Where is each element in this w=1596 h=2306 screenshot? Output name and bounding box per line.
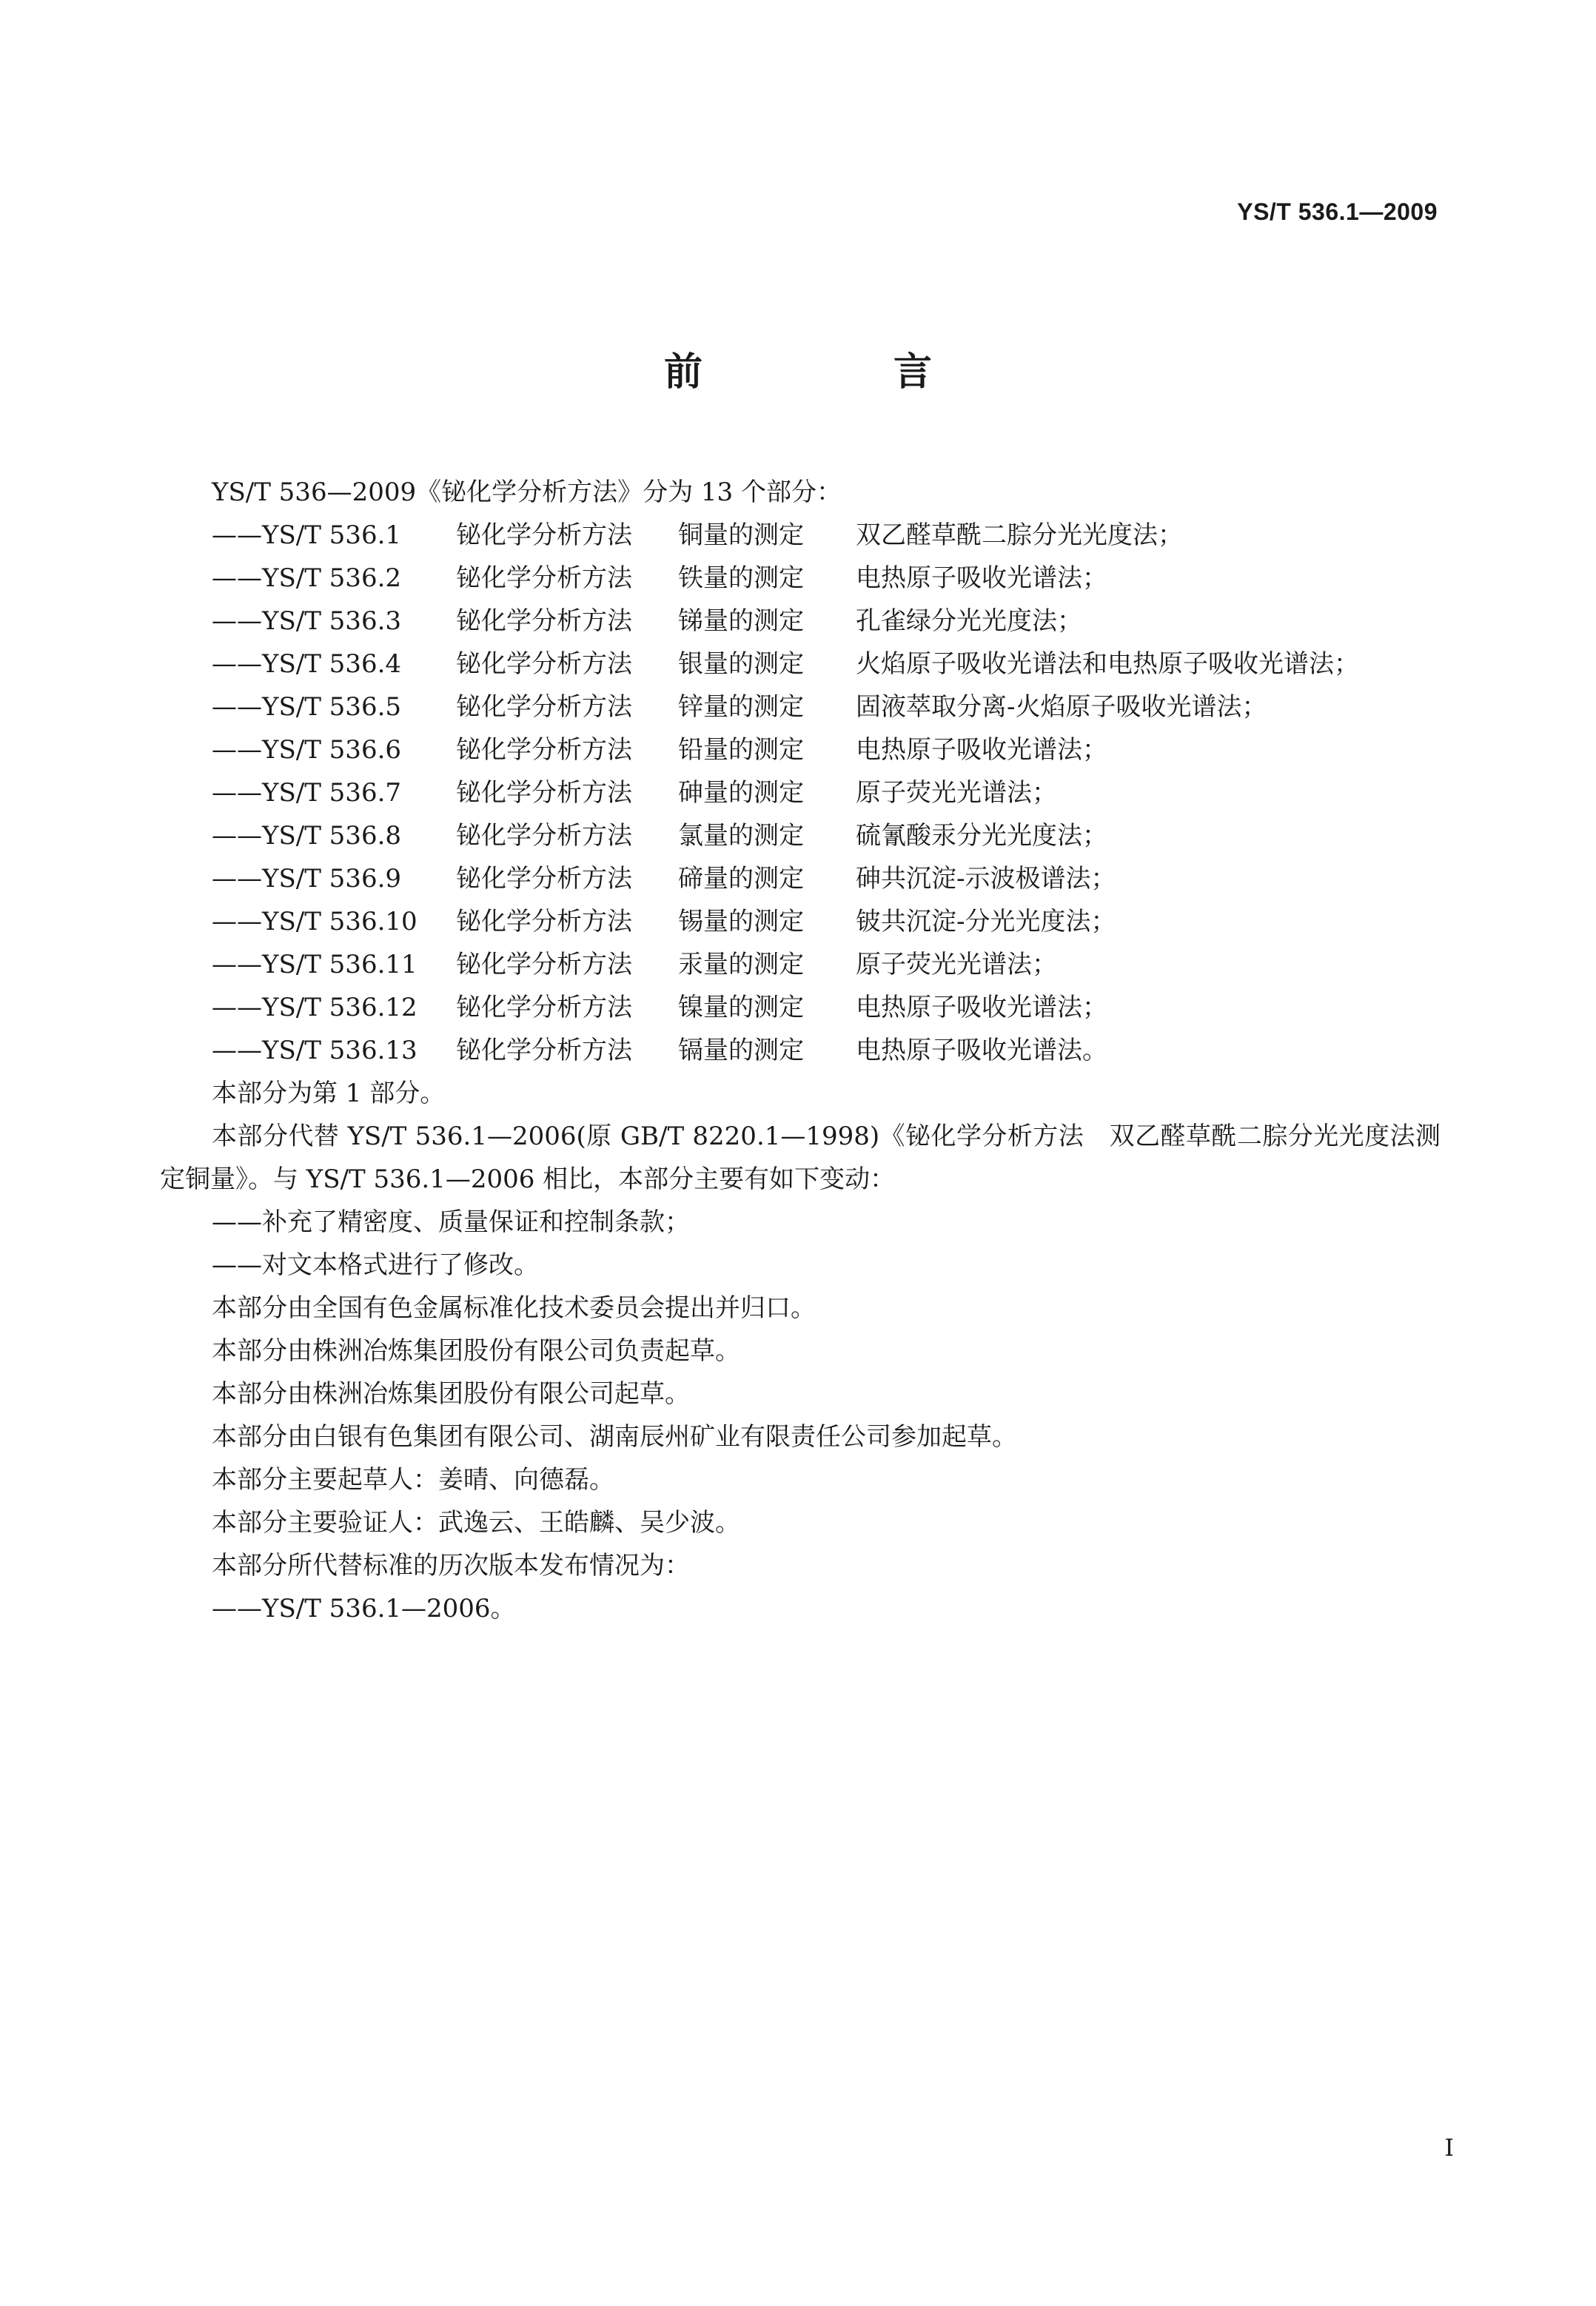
part-determination: 镉量的测定 — [678, 1036, 804, 1065]
list-item — [160, 943, 1441, 986]
part-determination: 碲量的测定 — [678, 864, 804, 894]
change-item: ——对文本格式进行了修改。 — [212, 1250, 539, 1280]
part-method: 铍共沉淀-分光光度法； — [856, 907, 1116, 936]
list-item — [160, 686, 1441, 728]
part-method: 固液萃取分离-火焰原子吸收光谱法； — [856, 692, 1267, 722]
part-determination: 镍量的测定 — [678, 993, 804, 1022]
part-name: 铋化学分析方法 — [456, 907, 632, 936]
part-code: ——YS/T 536.7 — [212, 778, 402, 808]
part-name: 铋化学分析方法 — [456, 563, 632, 593]
statement-line: 本部分由株洲冶炼集团股份有限公司负责起草。 — [212, 1336, 740, 1366]
part-name: 铋化学分析方法 — [456, 950, 632, 979]
statement-line: 本部分由株洲冶炼集团股份有限公司起草。 — [212, 1379, 690, 1409]
part-method: 硫氰酸汞分光光度法； — [856, 821, 1107, 851]
part-method: 电热原子吸收光谱法。 — [856, 1036, 1107, 1065]
part-name: 铋化学分析方法 — [456, 735, 632, 765]
part-name: 铋化学分析方法 — [456, 821, 632, 851]
change-item: ——补充了精密度、质量保证和控制条款； — [212, 1207, 690, 1237]
part-determination: 银量的测定 — [678, 649, 804, 679]
part-code: ——YS/T 536.4 — [212, 649, 402, 679]
list-item — [160, 643, 1441, 686]
part-name: 铋化学分析方法 — [456, 778, 632, 808]
statement-line: 本部分由白银有色集团有限公司、湖南辰州矿业有限责任公司参加起草。 — [212, 1422, 1017, 1452]
list-item — [160, 900, 1441, 943]
part-name: 铋化学分析方法 — [456, 993, 632, 1022]
part-code: ——YS/T 536.6 — [212, 735, 402, 765]
part-name: 铋化学分析方法 — [456, 1036, 632, 1065]
part-code: ——YS/T 536.1 — [212, 520, 402, 550]
list-item — [160, 514, 1441, 557]
part-code: ——YS/T 536.9 — [212, 864, 402, 894]
part-code: ——YS/T 536.11 — [212, 950, 418, 979]
part-code: ——YS/T 536.2 — [212, 563, 402, 593]
part-method: 双乙醛草酰二腙分光光度法； — [856, 520, 1183, 550]
part-statement: 本部分为第 1 部分。 — [212, 1079, 446, 1108]
part-determination: 锌量的测定 — [678, 692, 804, 722]
part-name: 铋化学分析方法 — [456, 692, 632, 722]
part-code: ——YS/T 536.13 — [212, 1036, 418, 1065]
part-name: 铋化学分析方法 — [456, 520, 632, 550]
part-code: ——YS/T 536.3 — [212, 606, 402, 636]
list-item — [160, 557, 1441, 600]
part-determination: 汞量的测定 — [678, 950, 804, 979]
part-code: ——YS/T 536.5 — [212, 692, 402, 722]
list-item — [160, 771, 1441, 814]
part-method: 火焰原子吸收光谱法和电热原子吸收光谱法； — [856, 649, 1359, 679]
part-name: 铋化学分析方法 — [456, 649, 632, 679]
part-method: 砷共沉淀-示波极谱法； — [856, 864, 1116, 894]
list-item — [160, 857, 1441, 900]
parts-list — [160, 514, 1441, 1072]
part-method: 原子荧光光谱法； — [856, 950, 1057, 979]
part-determination: 砷量的测定 — [678, 778, 804, 808]
part-name: 铋化学分析方法 — [456, 606, 632, 636]
part-code: ——YS/T 536.12 — [212, 993, 418, 1022]
part-determination: 氯量的测定 — [678, 821, 804, 851]
part-determination: 铅量的测定 — [678, 735, 804, 765]
list-item — [160, 814, 1441, 857]
list-item — [160, 600, 1441, 643]
list-item — [160, 986, 1441, 1029]
statement-line: 本部分主要起草人：姜晴、向德磊。 — [212, 1465, 614, 1495]
statement-line: 本部分所代替标准的历次版本发布情况为： — [212, 1551, 690, 1581]
part-determination: 铜量的测定 — [678, 520, 804, 550]
part-code: ——YS/T 536.10 — [212, 907, 418, 936]
foreword-body — [160, 471, 1441, 1630]
statement-line: 本部分由全国有色金属标准化技术委员会提出并归口。 — [212, 1293, 816, 1323]
part-determination: 锡量的测定 — [678, 907, 804, 936]
list-item — [160, 728, 1441, 771]
statement-line: 本部分主要验证人：武逸云、王皓麟、吴少波。 — [212, 1508, 740, 1538]
part-name: 铋化学分析方法 — [456, 864, 632, 894]
page-number: I — [1444, 2134, 1454, 2162]
page-title: 前 言 — [663, 350, 1022, 395]
part-determination: 锑量的测定 — [678, 606, 804, 636]
part-method: 电热原子吸收光谱法； — [856, 563, 1107, 593]
history-item: ——YS/T 536.1—2006。 — [212, 1594, 516, 1623]
part-method: 原子荧光光谱法； — [856, 778, 1057, 808]
replacement-statement: 本部分代替 YS/T 536.1—2006(原 GB/T 8220.1—1998)《铋化学分析方法 双乙醛草酰二腙分光光度法测定铜量》。与 YS/T 536.1—2006 相比，本部分主要有如下变动： — [160, 1122, 1441, 1194]
part-code: ——YS/T 536.8 — [212, 821, 402, 851]
part-determination: 铁量的测定 — [678, 563, 804, 593]
intro-paragraph: YS/T 536—2009《铋化学分析方法》分为 13 个部分： — [212, 477, 842, 507]
part-method: 孔雀绿分光光度法； — [856, 606, 1082, 636]
list-item — [160, 1029, 1441, 1072]
part-method: 电热原子吸收光谱法； — [856, 735, 1107, 765]
standard-code: YS/T 536.1—2009 — [1237, 198, 1438, 225]
part-method: 电热原子吸收光谱法； — [856, 993, 1107, 1022]
